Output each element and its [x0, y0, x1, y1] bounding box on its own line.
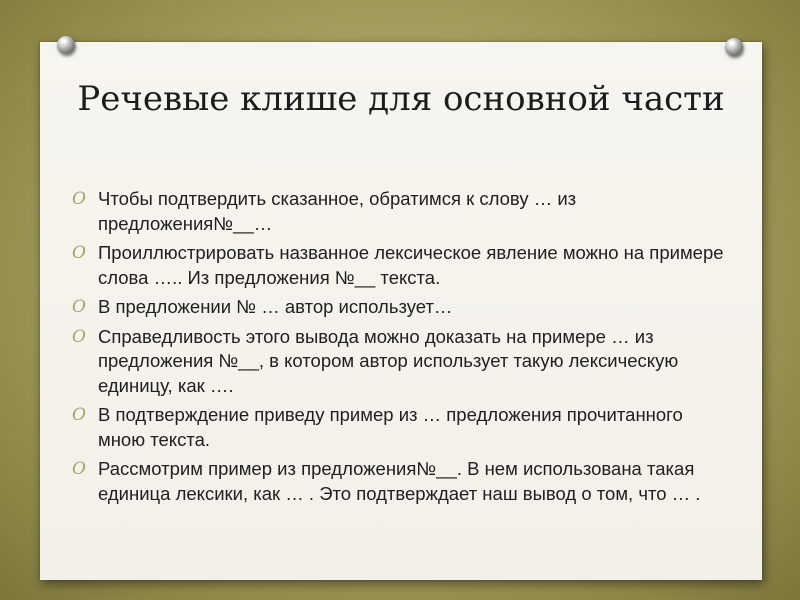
bullet-icon: O: [72, 405, 86, 425]
list-item-text: Справедливость этого вывода можно доказать на примере … из предложения №__, в котором автор использует такую лексическую единицу, как ….: [98, 325, 679, 396]
bullet-icon: O: [72, 297, 86, 317]
list-item: [72, 403, 732, 452]
slide-title: Речевые клише для основной части: [77, 79, 725, 119]
pushpin-icon: [57, 36, 75, 54]
bullet-icon: O: [72, 459, 86, 479]
list-item: [72, 457, 732, 506]
list-item-text: В предложении № … автор использует…: [98, 296, 453, 317]
list-item-text: Рассмотрим пример из предложения№__. В нем использована такая единица лексики, как … . Это подтверждает наш вывод о том, что … .: [98, 458, 701, 504]
list-item: [72, 325, 732, 399]
bullet-icon: O: [72, 326, 86, 347]
list-item-text: Чтобы подтвердить сказанное, обратимся к слову … из предложения№__…: [98, 188, 577, 234]
list-item-text: В подтверждение приведу пример из … предложения прочитанного мною текста.: [98, 404, 683, 450]
bullet-list: [72, 187, 732, 506]
bullet-icon: O: [72, 189, 86, 209]
bullet-icon: O: [72, 243, 86, 263]
list-item: [72, 241, 732, 290]
list-item: [72, 187, 732, 236]
list-item-text: Проиллюстрировать названное лексическое явление можно на примере слова ….. Из предложения №__ текста.: [98, 242, 724, 288]
pushpin-icon: [725, 38, 743, 56]
list-item: [72, 295, 732, 320]
